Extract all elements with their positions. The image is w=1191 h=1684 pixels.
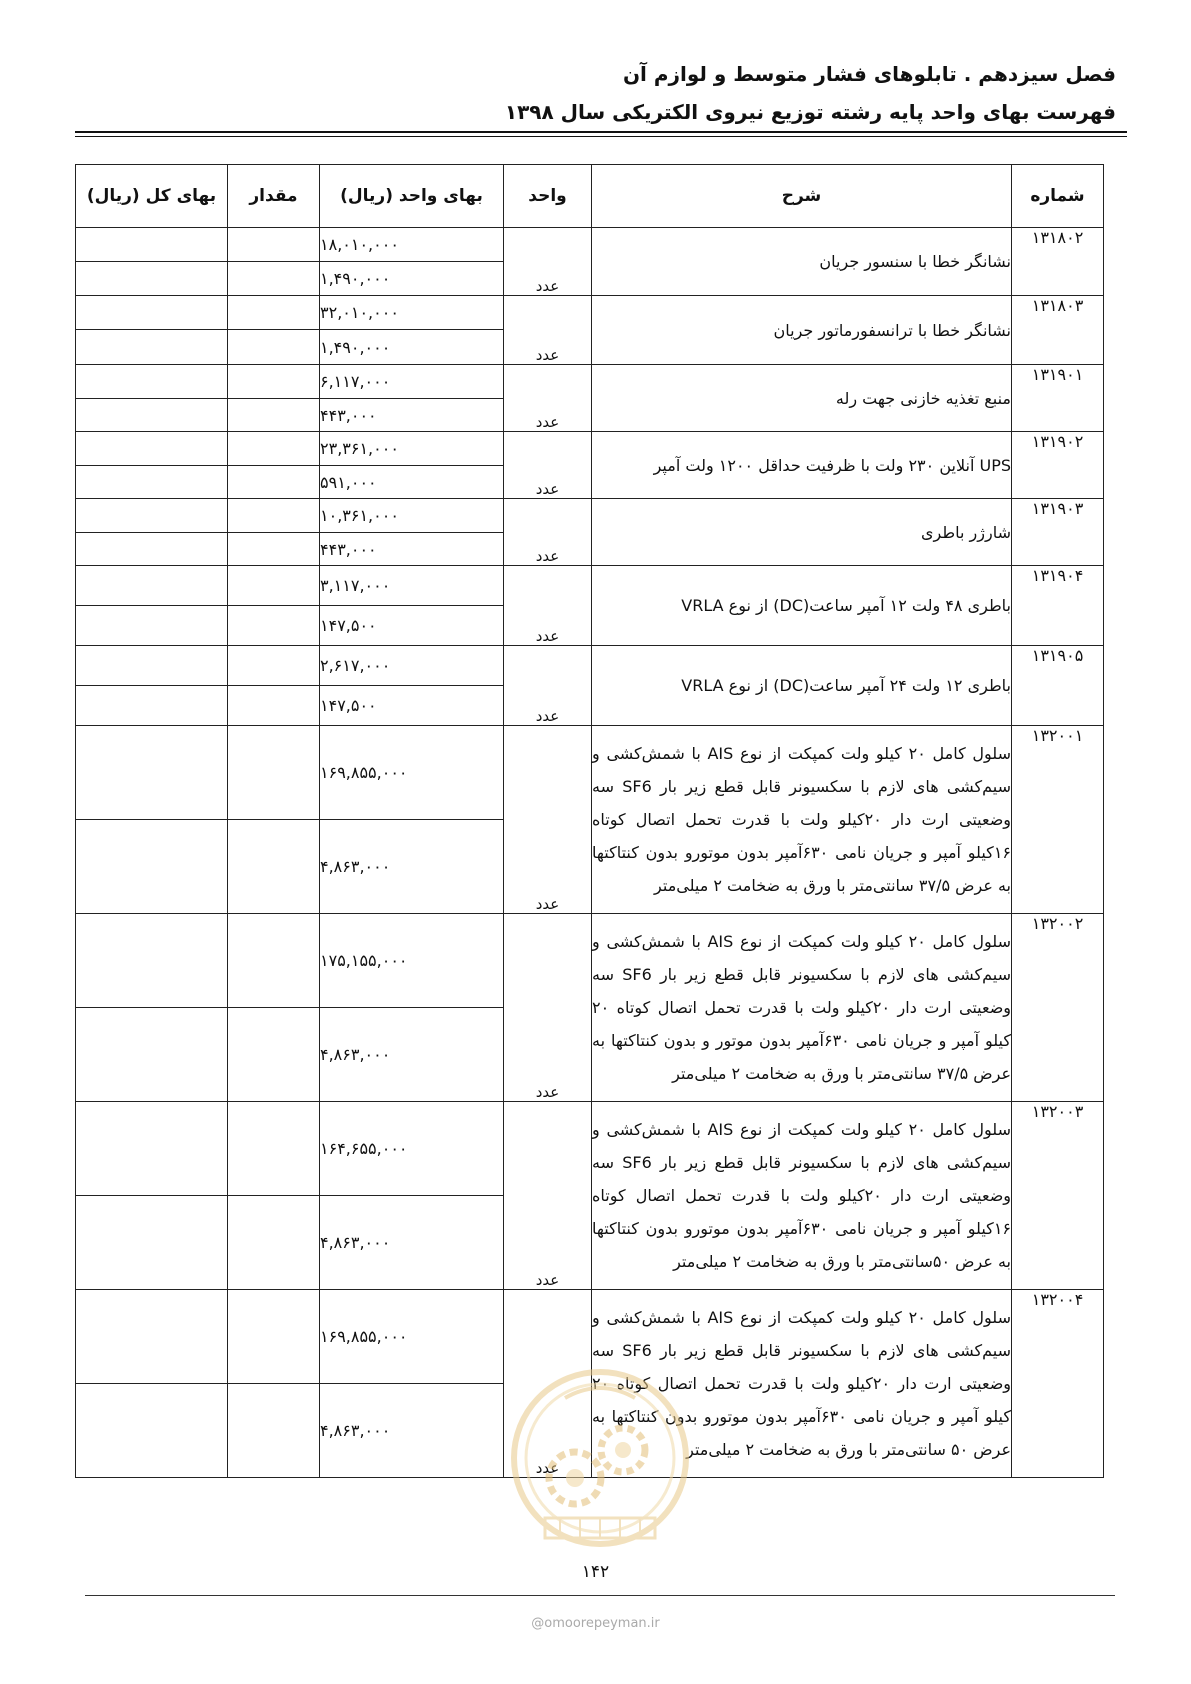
- total-cell: [76, 686, 228, 726]
- item-description: باطری ۱۲ ولت ۲۴ آمپر ساعت(DC) از نوع VRLA: [592, 646, 1012, 726]
- item-unit: عدد: [504, 1102, 592, 1290]
- price-list-title: فهرست بهای واحد پایه رشته توزیع نیروی الکتریکی سال ۱۳۹۸: [504, 100, 1116, 124]
- unit-price-secondary: ۴,۸۶۳,۰۰۰: [320, 1384, 504, 1478]
- table-row: [76, 228, 1104, 262]
- item-unit: عدد: [504, 365, 592, 432]
- table-row: [76, 499, 1104, 533]
- col-header-unit-price: بهای واحد (ریال): [320, 165, 504, 228]
- footer-rule: [85, 1595, 1115, 1596]
- table-row: [76, 566, 1104, 606]
- item-description: سلول کامل ۲۰ کیلو ولت کمپکت از نوع AIS با شمش‌کشی و سیم‌کشی های لازم با سکسیونر قابل قطع زیر بار SF6 سه وضعیتی ارت دار ۲۰کیلو ولت با قدرت تحمل اتصال کوتاه ۲۰ کیلو آمپر و جریان نامی ۶۳۰آمپر بدون موتور و بدون کنتاکتها به عرض ۳۷/۵ سانتی‌متر با ورق به ضخامت ۲ میلی‌متر: [592, 914, 1012, 1102]
- qty-cell: [228, 1008, 320, 1102]
- col-header-code: شماره: [1012, 165, 1104, 228]
- total-cell: [76, 432, 228, 466]
- item-description: سلول کامل ۲۰ کیلو ولت کمپکت از نوع AIS با شمش‌کشی و سیم‌کشی های لازم با سکسیونر قابل قطع زیر بار SF6 سه وضعیتی ارت دار ۲۰کیلو ولت با قدرت تحمل اتصال کوتاه ۲۰ کیلو آمپر و جریان نامی ۶۳۰آمپر بدون موتورو بدون کنتاکتها به عرض ۵۰ سانتی‌متر با ورق به ضخامت ۲ میلی‌متر: [592, 1290, 1012, 1478]
- item-unit: عدد: [504, 296, 592, 365]
- item-code: ۱۳۱۸۰۲: [1012, 228, 1104, 296]
- item-description: نشانگر خطا با سنسور جریان: [592, 228, 1012, 296]
- qty-cell: [228, 432, 320, 466]
- table-header-row: [76, 165, 1104, 228]
- table-row: [76, 432, 1104, 466]
- total-cell: [76, 1290, 228, 1384]
- total-cell: [76, 1196, 228, 1290]
- unit-price-primary: ۲,۶۱۷,۰۰۰: [320, 646, 504, 686]
- item-unit: عدد: [504, 1290, 592, 1478]
- item-unit: عدد: [504, 646, 592, 726]
- col-header-desc: شرح: [592, 165, 1012, 228]
- item-unit: عدد: [504, 566, 592, 646]
- item-unit: عدد: [504, 914, 592, 1102]
- unit-price-primary: ۶,۱۱۷,۰۰۰: [320, 365, 504, 399]
- item-code: ۱۳۱۹۰۵: [1012, 646, 1104, 726]
- total-cell: [76, 399, 228, 432]
- item-code: ۱۳۱۹۰۲: [1012, 432, 1104, 499]
- qty-cell: [228, 606, 320, 646]
- col-header-total: بهای کل (ریال): [76, 165, 228, 228]
- qty-cell: [228, 914, 320, 1008]
- unit-price-primary: ۱۶۴,۶۵۵,۰۰۰: [320, 1102, 504, 1196]
- qty-cell: [228, 820, 320, 914]
- unit-price-secondary: ۱۴۷,۵۰۰: [320, 686, 504, 726]
- watermark-seal-icon: [505, 1338, 695, 1598]
- unit-price-secondary: ۱,۴۹۰,۰۰۰: [320, 330, 504, 365]
- item-code: ۱۳۱۸۰۳: [1012, 296, 1104, 365]
- table-row: [76, 296, 1104, 330]
- total-cell: [76, 228, 228, 262]
- qty-cell: [228, 262, 320, 296]
- item-description: سلول کامل ۲۰ کیلو ولت کمپکت از نوع AIS با شمش‌کشی و سیم‌کشی های لازم با سکسیونر قابل قطع زیر بار SF6 سه وضعیتی ارت دار ۲۰کیلو ولت با قدرت تحمل اتصال کوتاه ۱۶کیلو آمپر و جریان نامی ۶۳۰آمپر بدون موتورو بدون کنتاکتها به عرض ۳۷/۵ سانتی‌متر با ورق به ضخامت ۲ میلی‌متر: [592, 726, 1012, 914]
- item-code: ۱۳۲۰۰۴: [1012, 1290, 1104, 1478]
- unit-price-secondary: ۴۴۳,۰۰۰: [320, 399, 504, 432]
- total-cell: [76, 296, 228, 330]
- unit-price-secondary: ۴,۸۶۳,۰۰۰: [320, 820, 504, 914]
- item-code: ۱۳۲۰۰۱: [1012, 726, 1104, 914]
- price-table: [75, 164, 1104, 1478]
- qty-cell: [228, 1290, 320, 1384]
- qty-cell: [228, 330, 320, 365]
- qty-cell: [228, 499, 320, 533]
- header-rule: [75, 131, 1127, 133]
- page-number: ۱۴۲: [581, 1562, 610, 1582]
- header-rule-thin: [75, 136, 1127, 137]
- total-cell: [76, 606, 228, 646]
- total-cell: [76, 262, 228, 296]
- item-code: ۱۳۲۰۰۲: [1012, 914, 1104, 1102]
- item-code: ۱۳۱۹۰۱: [1012, 365, 1104, 432]
- item-unit: عدد: [504, 499, 592, 566]
- qty-cell: [228, 296, 320, 330]
- qty-cell: [228, 686, 320, 726]
- total-cell: [76, 726, 228, 820]
- unit-price-primary: ۱۶۹,۸۵۵,۰۰۰: [320, 726, 504, 820]
- watermark-text: @omoorepeyman.ir: [531, 1616, 660, 1631]
- table-row: [76, 914, 1104, 1008]
- total-cell: [76, 566, 228, 606]
- qty-cell: [228, 466, 320, 499]
- item-description: UPS آنلاین ۲۳۰ ولت با ظرفیت حداقل ۱۲۰۰ ولت آمپر: [592, 432, 1012, 499]
- unit-price-primary: ۲۳,۳۶۱,۰۰۰: [320, 432, 504, 466]
- unit-price-primary: ۱۸,۰۱۰,۰۰۰: [320, 228, 504, 262]
- qty-cell: [228, 1384, 320, 1478]
- total-cell: [76, 1008, 228, 1102]
- unit-price-primary: ۱۷۵,۱۵۵,۰۰۰: [320, 914, 504, 1008]
- table-row: [76, 726, 1104, 820]
- table-row: [76, 646, 1104, 686]
- unit-price-primary: ۱۰,۳۶۱,۰۰۰: [320, 499, 504, 533]
- item-unit: عدد: [504, 726, 592, 914]
- item-description: شارژر باطری: [592, 499, 1012, 566]
- item-description: نشانگر خطا با ترانسفورماتور جریان: [592, 296, 1012, 365]
- total-cell: [76, 820, 228, 914]
- total-cell: [76, 1102, 228, 1196]
- item-code: ۱۳۲۰۰۳: [1012, 1102, 1104, 1290]
- unit-price-secondary: ۴۴۳,۰۰۰: [320, 533, 504, 566]
- table-body: [76, 228, 1104, 1478]
- unit-price-primary: ۱۶۹,۸۵۵,۰۰۰: [320, 1290, 504, 1384]
- col-header-unit: واحد: [504, 165, 592, 228]
- unit-price-secondary: ۱۴۷,۵۰۰: [320, 606, 504, 646]
- col-header-qty: مقدار: [228, 165, 320, 228]
- total-cell: [76, 330, 228, 365]
- qty-cell: [228, 1196, 320, 1290]
- table-row: [76, 1102, 1104, 1196]
- qty-cell: [228, 566, 320, 606]
- item-unit: عدد: [504, 432, 592, 499]
- qty-cell: [228, 365, 320, 399]
- unit-price-primary: ۳۲,۰۱۰,۰۰۰: [320, 296, 504, 330]
- qty-cell: [228, 1102, 320, 1196]
- unit-price-secondary: ۱,۴۹۰,۰۰۰: [320, 262, 504, 296]
- total-cell: [76, 1384, 228, 1478]
- total-cell: [76, 466, 228, 499]
- item-description: منبع تغذیه خازنی جهت رله: [592, 365, 1012, 432]
- total-cell: [76, 646, 228, 686]
- chapter-title: فصل سیزدهم . تابلوهای فشار متوسط و لوازم آن: [622, 62, 1116, 86]
- item-description: سلول کامل ۲۰ کیلو ولت کمپکت از نوع AIS با شمش‌کشی و سیم‌کشی های لازم با سکسیونر قابل قطع زیر بار SF6 سه وضعیتی ارت دار ۲۰کیلو ولت با قدرت تحمل اتصال کوتاه ۱۶کیلو آمپر و جریان نامی ۶۳۰آمپر بدون موتورو بدون کنتاکتها به عرض ۵۰سانتی‌متر با ورق به ضخامت ۲ میلی‌متر: [592, 1102, 1012, 1290]
- unit-price-primary: ۳,۱۱۷,۰۰۰: [320, 566, 504, 606]
- item-code: ۱۳۱۹۰۴: [1012, 566, 1104, 646]
- item-code: ۱۳۱۹۰۳: [1012, 499, 1104, 566]
- total-cell: [76, 365, 228, 399]
- qty-cell: [228, 533, 320, 566]
- total-cell: [76, 533, 228, 566]
- table-row: [76, 365, 1104, 399]
- unit-price-secondary: ۴,۸۶۳,۰۰۰: [320, 1196, 504, 1290]
- qty-cell: [228, 399, 320, 432]
- unit-price-secondary: ۵۹۱,۰۰۰: [320, 466, 504, 499]
- qty-cell: [228, 646, 320, 686]
- item-description: باطری ۴۸ ولت ۱۲ آمپر ساعت(DC) از نوع VRLA: [592, 566, 1012, 646]
- total-cell: [76, 499, 228, 533]
- item-unit: عدد: [504, 228, 592, 296]
- qty-cell: [228, 726, 320, 820]
- total-cell: [76, 914, 228, 1008]
- unit-price-secondary: ۴,۸۶۳,۰۰۰: [320, 1008, 504, 1102]
- qty-cell: [228, 228, 320, 262]
